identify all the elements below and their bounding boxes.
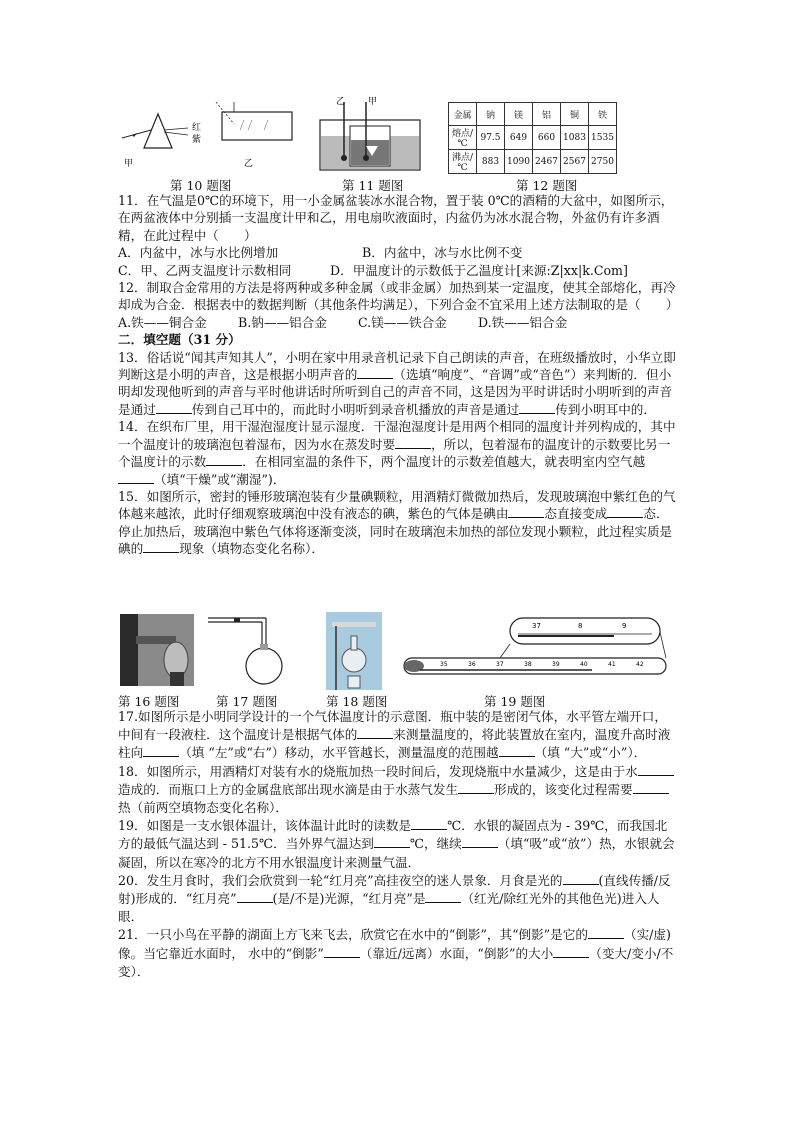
table-cell: 2467 [533,150,561,174]
figure-19-caption: 第 19 题图 [484,694,546,709]
q13 [118,349,678,419]
figure-10-prism-diagram [118,102,298,168]
q12-option-d: D.铁——铝合金 [478,314,568,330]
q20-blank2[interactable] [237,890,273,903]
fig19-tick-9-small: 9 [622,622,627,630]
fig19-tick-8-small: 8 [578,622,583,630]
fig19-tick-35: 35 [440,661,448,668]
table-cell: 1083 [561,126,589,150]
table-cell: 镁 [505,103,533,126]
fig11-label-yi: 乙 [336,97,346,107]
q13-part1: 13．俗话说“闻其声知其人”，小明在家中用录音机记录下自己朗读的声音，在班级播放时，小华立即判断这是小明的声音，这是根据小明声音的 [118,349,676,383]
figure-11-caption: 第 11 题图 [342,178,404,193]
q11-option-d: D．甲温度计的示数低于乙温度计[来源:Z|xx|k.Com] [330,262,628,278]
q19-part2: ℃．水银的凝固点为 - 39℃，而我国北方的最低气温达到 - 51.5℃．当外界气温达到 [118,818,668,852]
q13-blank1[interactable] [357,366,393,379]
table-cell: 1090 [505,150,533,174]
q17 [118,708,678,763]
table-cell: 2750 [589,150,617,174]
q17-part2: 来测量温度的，将此装置放在室内，温度升高时液柱向 [118,727,671,761]
q18 [118,763,678,818]
q21-blank1[interactable] [588,926,624,939]
q14-blank3[interactable] [118,471,154,484]
q19-part3: ℃，继续 [409,836,462,852]
q11-option-c: C．甲、乙两支温度计示数相同 [118,262,292,278]
figure-18-flask-heating [326,612,382,690]
q13-part4: 传到小明耳中的． [555,401,656,417]
section-2-heading: 二．填空题（31 分） [118,332,241,348]
q21-part3: （靠近/远离）水面，“倒影”的大小 [359,945,554,961]
figure-12-metal-table [448,102,617,174]
table-cell: 883 [477,150,505,174]
table-cell: 97.5 [477,126,505,150]
fig10-label-jia: 甲 [124,159,134,168]
fig19-tick-42: 42 [636,661,644,668]
q15-part1: 15．如图所示，密封的锤形玻璃泡装有少量碘颗粒，用酒精灯微微加热后，发现玻璃泡中紫红色的气体越来越浓，此时仔细观察玻璃泡中没有液态的碘，紫色的气体是碘由 [118,488,676,522]
q21 [118,926,678,981]
q19-blank1[interactable] [411,817,447,830]
table-cell: 金属 [449,103,477,126]
metal-properties-table [448,102,617,174]
table-cell: 铜 [561,103,589,126]
figure-16-iodine-bulb-photo [120,614,194,686]
fig11-label-jia: 甲 [368,97,378,107]
q11-options-row2 [118,262,678,279]
fig19-tick-38: 38 [524,661,532,668]
q12-options [118,314,678,331]
q13-part3: 传到自己耳中的，而此时小明听到录音机播放的声音是通过 [191,401,520,417]
q19 [118,817,678,872]
questions-17-21 [118,708,678,981]
q21-blank3[interactable] [553,945,589,958]
table-cell: 2567 [561,150,589,174]
table-cell: 铁 [589,103,617,126]
q14-part1: 14．在织布厂里，用干湿泡湿度计显示湿度．干湿泡湿度计是用两个相同的温度计并列构成的，其中一个温度计的玻璃泡包着湿布，因为水在蒸发时要 [118,419,676,452]
table-cell: 660 [533,126,561,150]
q11-option-a: A．内盆中，冰与水比例增加 [118,245,279,261]
figure-17-caption: 第 17 题图 [216,694,278,709]
figure-18-caption: 第 18 题图 [326,694,388,709]
figure-row-middle [118,612,678,708]
table-cell: 熔点/℃ [449,126,477,150]
q17-blank2[interactable] [143,744,179,757]
fig19-tick-37: 37 [496,661,504,668]
q21-part4: （变大/变小/不变）． [118,945,674,979]
q18-part3: 形成的，该变化过程需要 [494,781,633,797]
q14-blank2[interactable] [206,453,242,466]
q19-part1: 19．如图是一支水银体温计，该体温计此时的读数是 [118,818,412,834]
q20-part3: (是/不是)光源，“红月亮”是 [272,891,426,907]
q21-part1: 21．一只小鸟在平静的湖面上方飞来飞去，欣赏它在水中的“倒影”，其“倒影”是它的 [118,927,588,943]
q20-blank1[interactable] [563,872,599,885]
q15-blank3[interactable] [143,540,179,553]
q20-part4: （红光/除红光外的其他色光)进入人眼． [118,891,660,925]
fig19-tick-39: 39 [552,661,560,668]
table-cell: 钠 [477,103,505,126]
figure-19-clinical-thermometer [400,614,670,688]
q19-blank3[interactable] [462,835,498,848]
q19-blank2[interactable] [374,835,410,848]
q13-blank3[interactable] [519,401,555,414]
q21-part2: （实/虚)像。当它靠近水面时， 水中的“倒影” [118,927,671,961]
q17-blank1[interactable] [357,726,393,739]
q18-blank3[interactable] [633,781,669,794]
q12-option-c: C.镁——铁合金 [358,314,447,330]
q14-part4: （填“干燥”或“潮湿”)． [154,471,286,487]
q12-option-a: A.铁——铜合金 [118,314,207,330]
table-cell: 铝 [533,103,561,126]
figure-10-caption: 第 10 题图 [170,178,232,193]
table-cell: 649 [505,126,533,150]
q12-stem: 12．制取合金常用的方法是将两种或多种金属（或非金属）加热到某一定温度，使其全部熔化，再冷却成为合金．根据表中的数据判断（其他条件均满足），下列合金不宜采用上述方法制取的是（ ） [118,280,679,313]
questions-11-15 [118,192,678,558]
q18-blank1[interactable] [638,763,674,776]
q18-part4: 热（前两空填物态变化名称）． [118,800,289,816]
q20-part1: 20．发生月食时，我们会欣赏到一轮“红月亮”高挂夜空的迷人景象．月食是光的 [118,872,563,888]
q17-blank3[interactable] [499,744,535,757]
fig10-label-purple: 紫 [192,135,202,145]
q12-option-b: B.钠——铝合金 [238,314,327,330]
figure-11-thermometer-basins [318,96,422,174]
q11-option-b: B．内盆中，冰与水比例不变 [362,245,523,261]
q11-stem: 11．在气温是0℃的环境下，用一小金属盆装冰水混合物，置于装 0℃的酒精的大盆中，如图所示，在两盆液体中分别插一支温度计甲和乙，用电扇吹液面时，内盆仍为冰水混合物，外盆仍有许多酒精，在此过程中（ ） [118,193,674,243]
q18-part2: 造成的．而瓶口上方的金属盘底部出现水滴是由于水蒸气发生 [118,781,459,797]
table-cell: 1535 [589,126,617,150]
fig19-tick-37-small: 37 [532,622,541,630]
q17-part3: （填 “左”或“右”）移动，水平管越长，测量温度的范围越 [179,745,499,761]
q15-part2: 态直接变成 [544,506,608,522]
table-row [449,126,617,150]
q19-part4: （填“吸”或“放”）热，水银就会凝固，所以在寒冷的北方不用水银温度计来测量气温． [118,836,675,870]
q15-blank1[interactable] [508,505,544,518]
table-row [449,150,617,174]
q11-options-row1 [118,244,678,261]
q14-blank1[interactable] [395,436,431,449]
q13-blank2[interactable] [156,401,192,414]
q17-part4: （填 “大”或“小”）． [534,745,647,761]
q14-part2: ，所以，包着湿布的温度计的示数要比另一个温度计的示数 [118,436,671,470]
q14-part3: ．在相同室温的条件下，两个温度计的示数差值越大，就表明室内空气越 [242,454,646,470]
q20-part2: (直线传播/反射)形成的．“红月亮” [118,872,671,907]
q15 [118,488,678,558]
fig19-tick-40: 40 [580,661,588,668]
table-cell: 沸点/℃ [449,150,477,174]
q18-part1: 18．如图所示，用酒精灯对装有水的烧瓶加热一段时间后，发现烧瓶中水量减少，这是由于水 [118,763,638,779]
fig10-label-red: 红 [192,123,202,133]
fig10-label-yi: 乙 [244,159,254,168]
q13-part2: （选填“响度”、“音调”或“音色”）来判断的．但小明却发现他听到的声音与平时他讲话时所听到自己的声音不同，这是因为平时讲话时小明听到的声音是通过 [118,367,673,417]
q15-blank2[interactable] [607,505,643,518]
q18-blank2[interactable] [458,781,494,794]
fig19-tick-41: 41 [608,661,616,668]
figure-row-top [118,96,678,192]
q15-part4: 现象（填物态变化名称）． [179,541,325,557]
q21-blank2[interactable] [324,945,360,958]
figure-17-gas-thermometer [204,614,304,686]
table-header-row [449,103,617,126]
fig19-tick-36: 36 [468,661,476,668]
q15-part3: 态．停止加热后，玻璃泡中紫色气体将逐渐变淡，同时在玻璃泡未加热的部位发现小颗粒，此过程实质是碘的 [118,506,673,557]
figure-12-caption: 第 12 题图 [516,178,578,193]
q20-blank3[interactable] [425,890,461,903]
figure-16-caption: 第 16 题图 [118,694,180,709]
q20 [118,872,678,927]
q17-part1: 17.如图所示是小明同学设计的一个气体温度计的示意图．瓶中装的是密闭气体，水平管左端开口，中间有一段液柱．这个温度计是根据气体的 [118,709,667,743]
q14 [118,418,678,488]
